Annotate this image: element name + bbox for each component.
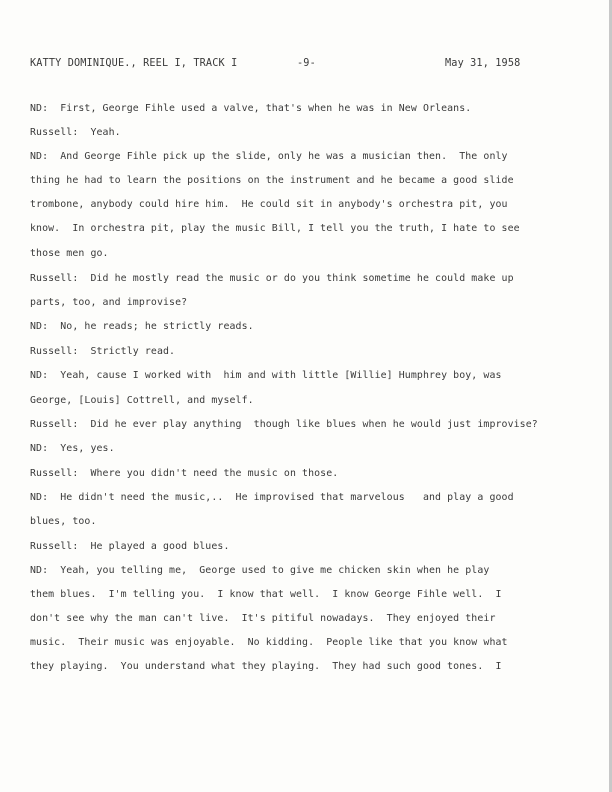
transcript-line: ND: Yeah, you telling me, George used to give me chicken skin when he play bbox=[30, 565, 490, 576]
transcript-line: music. Their music was enjoyable. No kidding. People like that you know what bbox=[30, 637, 508, 648]
transcript-line: ND: Yeah, cause I worked with him and with little [Willie] Humphrey boy, was bbox=[30, 370, 502, 381]
header-title: KATTY DOMINIQUE., REEL I, TRACK I bbox=[30, 58, 238, 69]
transcript-line: don't see why the man can't live. It's pitiful nowadays. They enjoyed their bbox=[30, 613, 496, 624]
transcript-line: those men go. bbox=[30, 248, 109, 259]
transcript-line: Russell: He played a good blues. bbox=[30, 541, 230, 552]
transcript-line: ND: And George Fihle pick up the slide, only he was a musician then. The only bbox=[30, 151, 508, 162]
transcript-line: ND: First, George Fihle used a valve, that's when he was in New Orleans. bbox=[30, 103, 472, 114]
transcript-line: parts, too, and improvise? bbox=[30, 297, 188, 308]
transcript-line: George, [Louis] Cottrell, and myself. bbox=[30, 395, 254, 406]
transcript-line: Russell: Did he mostly read the music or do you think sometime he could make up bbox=[30, 273, 514, 284]
transcript-line: they playing. You understand what they playing. They had such good tones. I bbox=[30, 661, 502, 672]
transcript-line: Russell: Where you didn't need the music on those. bbox=[30, 468, 339, 479]
transcript-line: Russell: Yeah. bbox=[30, 127, 121, 138]
transcript-line: ND: Yes, yes. bbox=[30, 443, 115, 454]
transcript-line: Russell: Strictly read. bbox=[30, 346, 176, 357]
transcript-line: ND: No, he reads; he strictly reads. bbox=[30, 321, 254, 332]
transcript-line: ND: He didn't need the music,.. He improvised that marvelous and play a good bbox=[30, 492, 514, 503]
transcript-line: know. In orchestra pit, play the music Bill, I tell you the truth, I hate to see bbox=[30, 223, 520, 234]
transcript-line: blues, too. bbox=[30, 516, 97, 527]
transcript-line: trombone, anybody could hire him. He could sit in anybody's orchestra pit, you bbox=[30, 199, 508, 210]
page-number: -9- bbox=[297, 58, 316, 69]
transcript-line: them blues. I'm telling you. I know that well. I know George Fihle well. I bbox=[30, 589, 502, 600]
header-date: May 31, 1958 bbox=[445, 58, 521, 69]
page-header bbox=[0, 58, 612, 74]
transcript-line: Russell: Did he ever play anything though like blues when he would just improvise? bbox=[30, 419, 538, 430]
transcript-line: thing he had to learn the positions on the instrument and he became a good slide bbox=[30, 175, 514, 186]
